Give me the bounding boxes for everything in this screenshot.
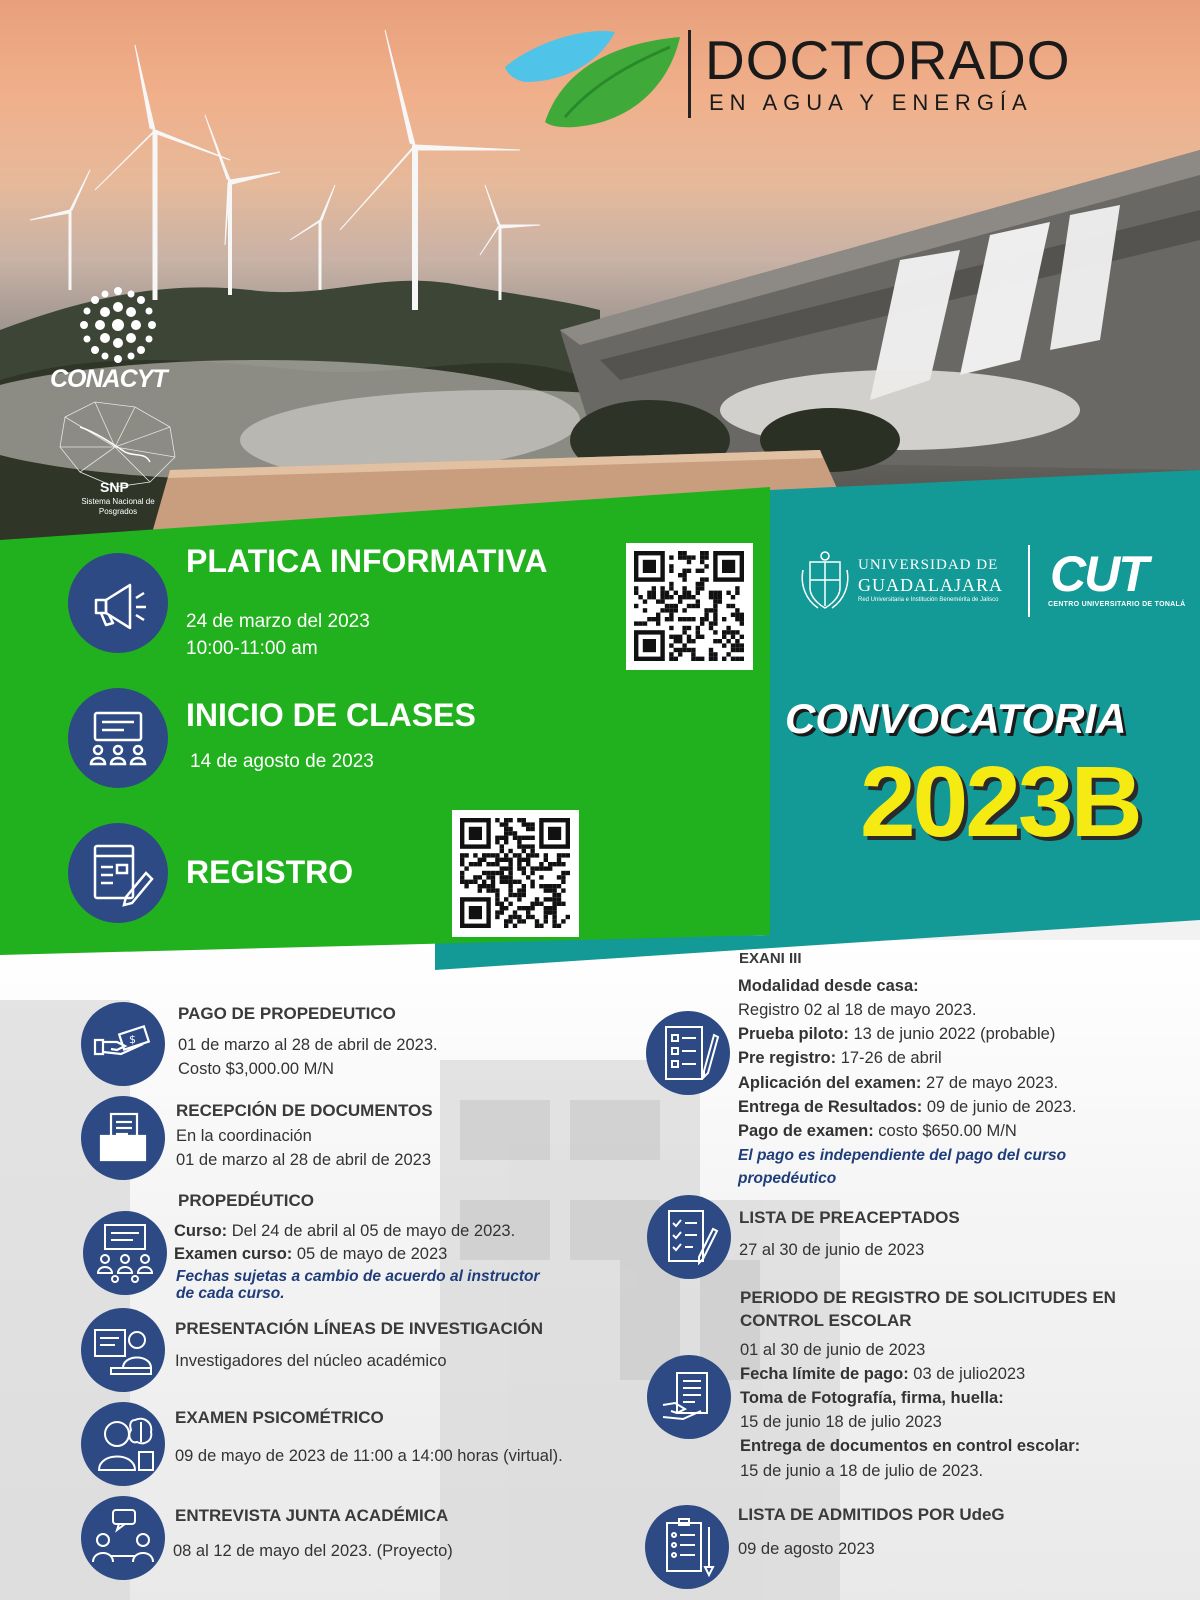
udg-crest-icon — [800, 550, 850, 612]
classroom-circle — [68, 688, 168, 788]
entrevista-detail: 08 al 12 de mayo del 2023. (Proyecto) — [173, 1542, 453, 1560]
periodo-docs-label: Entrega de documentos en control escolar: — [740, 1437, 1081, 1455]
form-pencil-icon — [68, 823, 168, 923]
snp-full-name: Sistema Nacional de Posgrados — [81, 497, 155, 516]
documents-circle — [81, 1096, 165, 1180]
propedeutico-examen: Examen curso: 05 de mayo de 2023 — [174, 1245, 448, 1263]
convocatoria-label: CONVOCATORIA — [785, 695, 1127, 742]
registro-qr-code[interactable] — [452, 810, 579, 937]
classroom-icon — [68, 688, 168, 788]
periodo-foto-label: Toma de Fotografía, firma, huella: — [740, 1389, 1004, 1407]
admitted-list-icon — [645, 1505, 729, 1589]
propedeutico-title: PROPEDÉUTICO — [178, 1191, 315, 1210]
psicometrico-title: EXAMEN PSICOMÉTRICO — [175, 1408, 384, 1427]
recepcion-title: RECEPCIÓN DE DOCUMENTOS — [176, 1101, 433, 1120]
inicio-date: 14 de agosto de 2023 — [190, 751, 374, 772]
document-hand-icon — [647, 1355, 731, 1439]
periodo-dates: 01 al 30 de junio de 2023 — [740, 1341, 926, 1359]
recepcion-location: En la coordinación — [176, 1127, 312, 1145]
periodo-title-line2: CONTROL ESCOLAR — [740, 1311, 912, 1330]
propedeutico-curso: Curso: Del 24 de abril al 05 de mayo de 2023. — [174, 1222, 516, 1240]
exani-entrega: Entrega de Resultados: 09 de junio de 2023. — [738, 1098, 1077, 1116]
inicio-title: INICIO DE CLASES — [186, 697, 476, 733]
preaceptados-dates: 27 al 30 de junio de 2023 — [739, 1241, 925, 1259]
platica-time: 10:00-11:00 am — [186, 638, 318, 659]
checklist-pen-icon — [646, 1011, 730, 1095]
exani-title: EXANI III — [739, 950, 802, 967]
udg-name-line1: UNIVERSIDAD DE — [858, 557, 999, 573]
pago-title: PAGO DE PROPEDEUTICO — [178, 1004, 396, 1023]
school-control-circle — [647, 1355, 731, 1439]
propedeutico-note-1: Fechas sujetas a cambio de acuerdo al instructor — [176, 1268, 540, 1285]
periodo-pago: Fecha límite de pago: 03 de julio2023 — [740, 1365, 1026, 1383]
interview-chat-icon — [81, 1496, 165, 1580]
platica-title: PLATICA INFORMATIVA — [186, 543, 548, 579]
course-circle — [83, 1211, 167, 1295]
brain-head-icon — [81, 1402, 165, 1486]
snp-label: SNP — [100, 479, 129, 495]
megaphone-icon — [68, 553, 168, 653]
megaphone-circle — [68, 553, 168, 653]
research-circle — [81, 1308, 165, 1392]
platica-date: 24 de marzo del 2023 — [186, 611, 370, 632]
preaceptados-title: LISTA DE PREACEPTADOS — [739, 1208, 960, 1227]
exani-modalidad: Modalidad desde casa: — [738, 977, 919, 995]
platica-qr-code[interactable] — [626, 543, 753, 670]
exani-note-2: propedéutico — [738, 1170, 837, 1187]
periodo-title-line1: PERIODO DE REGISTRO DE SOLICITUDES EN — [740, 1288, 1116, 1307]
exani-note-1: El pago es independiente del pago del curso — [738, 1147, 1067, 1164]
preaccepted-circle — [647, 1195, 731, 1279]
svg-text:$: $ — [129, 1033, 136, 1046]
payment-circle — [81, 1002, 165, 1086]
admitted-circle — [645, 1505, 729, 1589]
qr-code-icon — [452, 810, 579, 937]
pago-dates: 01 de marzo al 28 de abril de 2023. — [178, 1036, 438, 1054]
qr-code-icon — [626, 543, 753, 670]
exam-circle — [646, 1011, 730, 1095]
propedeutico-note-2: de cada curso. — [176, 1285, 285, 1302]
registro-title: REGISTRO — [186, 854, 354, 890]
psicometrico-detail: 09 de mayo de 2023 de 11:00 a 14:00 horas (virtual). — [175, 1447, 563, 1465]
udg-name-line2: GUADALAJARA — [858, 575, 1003, 595]
convocatoria-year: 2023B — [860, 746, 1140, 858]
researcher-screen-icon — [81, 1308, 165, 1392]
exani-piloto: Prueba piloto: 13 de junio 2022 (probable) — [738, 1025, 1056, 1043]
program-subtitle: EN AGUA Y ENERGÍA — [709, 90, 1033, 115]
exani-registro: Registro 02 al 18 de mayo 2023. — [738, 1001, 977, 1019]
signed-list-icon — [647, 1195, 731, 1279]
periodo-foto-dates: 15 de junio 18 de julio 2023 — [740, 1413, 942, 1431]
pago-cost: Costo $3,000.00 M/N — [178, 1060, 334, 1078]
cut-full-name: CENTRO UNIVERSITARIO DE TONALÁ — [1048, 601, 1186, 608]
presentation-class-icon — [83, 1211, 167, 1295]
cut-logo: CUT — [1050, 546, 1147, 602]
udg-tagline: Red Universitaria e Institución Benemérita de Jalisco — [858, 597, 999, 603]
lineas-title: PRESENTACIÓN LÍNEAS DE INVESTIGACIÓN — [175, 1319, 544, 1338]
exani-pre-registro: Pre registro: 17-26 de abril — [738, 1049, 942, 1067]
psychometric-circle — [81, 1402, 165, 1486]
logos-divider — [1028, 545, 1030, 617]
payment-hand-icon — [81, 1002, 165, 1086]
lineas-detail: Investigadores del núcleo académico — [175, 1352, 447, 1370]
program-title: DOCTORADO — [705, 29, 1071, 91]
admitidos-date: 09 de agosto 2023 — [738, 1540, 875, 1558]
recepcion-dates: 01 de marzo al 28 de abril de 2023 — [176, 1151, 432, 1169]
admitidos-title: LISTA DE ADMITIDOS POR UdeG — [738, 1505, 1005, 1524]
exani-aplicacion: Aplicación del examen: 27 de mayo 2023. — [738, 1074, 1059, 1092]
periodo-docs-dates: 15 de junio a 18 de julio de 2023. — [740, 1462, 984, 1480]
exani-pago: Pago de examen: costo $650.00 M/N — [738, 1122, 1017, 1140]
conacyt-label: CONACYT — [50, 365, 167, 393]
form-circle — [68, 823, 168, 923]
interview-circle — [81, 1496, 165, 1580]
university-logos — [800, 545, 1190, 625]
entrevista-title: ENTREVISTA JUNTA ACADÉMICA — [175, 1506, 449, 1525]
folder-document-icon — [81, 1096, 165, 1180]
